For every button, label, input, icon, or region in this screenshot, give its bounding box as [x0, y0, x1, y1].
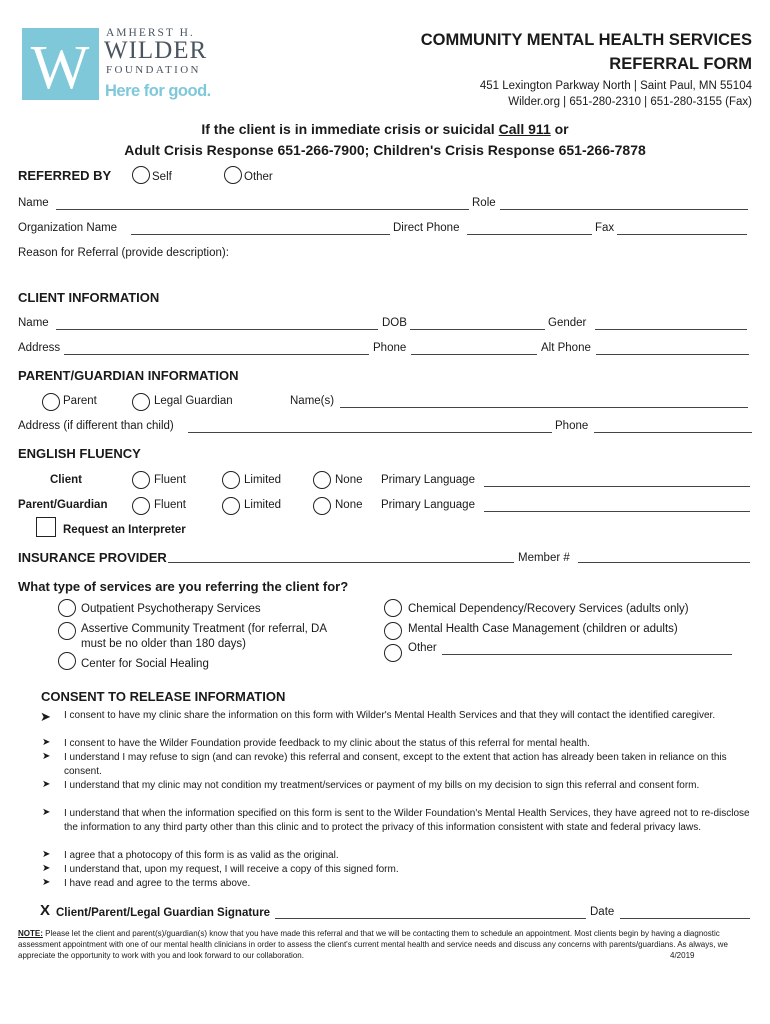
client-limited-radio[interactable] [222, 471, 240, 489]
consent-item: I have read and agree to the terms above. [64, 878, 251, 889]
footer-note [18, 928, 738, 962]
client-alt-phone-field[interactable] [596, 354, 749, 355]
client-gender-field[interactable] [595, 329, 747, 330]
outpatient-radio[interactable] [58, 599, 76, 617]
direct-phone-field[interactable] [467, 234, 592, 235]
social-healing-radio[interactable] [58, 652, 76, 670]
form-title-2: REFERRAL FORM [609, 55, 752, 73]
bullet-arrow-icon: ➤ [42, 737, 51, 748]
guardian-info-heading: PARENT/GUARDIAN INFORMATION [18, 368, 239, 383]
signature-date-label: Date [590, 906, 615, 918]
client-fluent-label: Fluent [154, 474, 186, 486]
guardian-fluent-radio[interactable] [132, 497, 150, 515]
fluency-heading: ENGLISH FLUENCY [18, 446, 141, 461]
chemical-dependency-label: Chemical Dependency/Recovery Services (adults only) [408, 603, 689, 615]
act-label-1: Assertive Community Treatment (for referral, DA [81, 623, 328, 635]
client-name-field[interactable] [56, 329, 378, 330]
crisis-text-a: If the client is in immediate crisis or suicidal [201, 121, 499, 137]
legal-guardian-radio[interactable] [132, 393, 150, 411]
guardian-primary-language-label: Primary Language [381, 499, 475, 511]
direct-phone-label: Direct Phone [393, 222, 460, 234]
services-heading: What type of services are you referring the client for? [18, 579, 349, 594]
interpreter-checkbox[interactable] [36, 517, 56, 537]
org-name-label: Organization Name [18, 222, 118, 234]
wilder-logo-mark [22, 28, 99, 100]
client-gender-label: Gender [548, 317, 587, 329]
case-management-label: Mental Health Case Management (children or adults) [408, 623, 678, 635]
consent-item: I understand that when the information specified on this form is sent to the Wilder Foundation's Mental Health Services, they have agreed not to re-disclose the information to any third party other than this clinic and to protect the privacy of this information consistent with state and federal privacy laws. [64, 808, 750, 833]
svg-text:W: W [30, 34, 90, 100]
social-healing-label: Center for Social Healing [81, 658, 209, 670]
bullet-arrow-icon: ➤ [42, 779, 51, 790]
form-version: 4/2019 [670, 951, 695, 960]
header-address: 451 Lexington Parkway North | Saint Paul, MN 55104 [479, 80, 752, 92]
other-label: Other [244, 171, 273, 183]
crisis-line-2: Adult Crisis Response 651-266-7900; Children's Crisis Response 651-266-7878 [124, 142, 646, 158]
client-none-label: None [335, 474, 363, 486]
client-address-field[interactable] [64, 354, 369, 355]
logo-wilder: WILDER [104, 37, 208, 64]
guardian-phone-label: Phone [555, 420, 589, 432]
guardian-primary-language-field[interactable] [484, 511, 750, 512]
logo-amherst: AMHERST H. [106, 27, 195, 39]
crisis-line-1 [0, 121, 770, 137]
guardian-limited-label: Limited [244, 499, 282, 511]
reason-label: Reason for Referral (provide description): [18, 247, 229, 259]
referrer-fax-label: Fax [595, 222, 615, 234]
services-other-label: Other [408, 642, 437, 654]
guardian-address-label: Address (if different than child) [18, 420, 174, 432]
referrer-name-field[interactable] [56, 209, 469, 210]
referrer-role-field[interactable] [500, 209, 748, 210]
consent-item: I understand I may refuse to sign (and can revoke) this referral and consent, except to the extent that action has already been taken in reliance on this consent. [64, 752, 727, 777]
signature-field[interactable] [275, 918, 586, 919]
referred-by-heading: REFERRED BY [18, 168, 112, 183]
parent-label: Parent [63, 395, 97, 407]
consent-item: I agree that a photocopy of this form is as valid as the original. [64, 850, 339, 861]
case-management-radio[interactable] [384, 622, 402, 640]
bullet-arrow-icon: ➤ [42, 863, 51, 874]
logo-tagline: Here for good. [105, 82, 211, 100]
crisis-text-b: or [550, 121, 569, 137]
fluency-guardian-label: Parent/Guardian [18, 499, 108, 511]
bullet-arrow-icon: ➤ [42, 807, 51, 818]
consent-item: I understand that, upon my request, I will receive a copy of this signed form. [64, 864, 399, 875]
self-radio[interactable] [132, 166, 150, 184]
client-phone-label: Phone [373, 342, 407, 354]
parent-radio[interactable] [42, 393, 60, 411]
guardian-phone-field[interactable] [594, 432, 752, 433]
signature-x-mark: X [40, 902, 51, 919]
header-contact: Wilder.org | 651-280-2310 | 651-280-3155 (Fax) [508, 96, 752, 108]
logo-foundation: FOUNDATION [106, 64, 201, 76]
guardian-none-label: None [335, 499, 363, 511]
self-label: Self [152, 171, 172, 183]
note-label: NOTE: [18, 929, 43, 938]
guardian-names-field[interactable] [340, 407, 748, 408]
consent-item: I consent to have the Wilder Foundation provide feedback to my clinic about the status of this referral for mental health. [64, 738, 590, 749]
client-primary-language-label: Primary Language [381, 474, 475, 486]
note-text: Please let the client and parent(s)/guardian(s) know that you have made this referral and that we will be contacting them to schedule an appointment. Most clients begin by having a diagnostic assessment appointment with one of our mental health clinicians in order to assess the client's current mental health and service needs and discuss any concerns with parents/guardians. As always, we appreciate the opportunity to work with you and look forward to our collaboration. [18, 929, 728, 961]
client-info-heading: CLIENT INFORMATION [18, 290, 160, 305]
act-radio[interactable] [58, 622, 76, 640]
bullet-arrow-icon: ➤ [40, 709, 51, 724]
signature-label: Client/Parent/Legal Guardian Signature [56, 907, 271, 919]
chemical-dependency-radio[interactable] [384, 599, 402, 617]
bullet-arrow-icon: ➤ [42, 849, 51, 860]
referrer-role-label: Role [472, 197, 496, 209]
signature-date-field[interactable] [620, 918, 750, 919]
client-dob-label: DOB [382, 317, 407, 329]
client-limited-label: Limited [244, 474, 282, 486]
services-other-field[interactable] [442, 654, 732, 655]
client-phone-field[interactable] [411, 354, 537, 355]
crisis-call-911: Call 911 [498, 121, 551, 137]
client-primary-language-field[interactable] [484, 486, 750, 487]
legal-guardian-label: Legal Guardian [154, 395, 233, 407]
guardian-names-label: Name(s) [290, 395, 335, 407]
form-title-1: COMMUNITY MENTAL HEALTH SERVICES [420, 31, 752, 49]
consent-item: I understand that my clinic may not condition my treatment/services or payment of my bills on my decision to sign this referral and consent form. [64, 780, 700, 791]
guardian-fluent-label: Fluent [154, 499, 186, 511]
org-name-field[interactable] [131, 234, 390, 235]
other-radio[interactable] [224, 166, 242, 184]
insurance-heading: INSURANCE PROVIDER [18, 550, 167, 565]
act-label-2: must be no older than 180 days) [81, 638, 246, 650]
bullet-arrow-icon: ➤ [42, 751, 51, 762]
member-number-field[interactable] [578, 562, 750, 563]
client-dob-field[interactable] [410, 329, 545, 330]
guardian-limited-radio[interactable] [222, 497, 240, 515]
client-alt-phone-label: Alt Phone [541, 342, 591, 354]
outpatient-label: Outpatient Psychotherapy Services [81, 603, 261, 615]
referrer-name-label: Name [18, 197, 49, 209]
services-other-radio[interactable] [384, 644, 402, 662]
bullet-arrow-icon: ➤ [42, 877, 51, 888]
client-fluent-radio[interactable] [132, 471, 150, 489]
interpreter-label: Request an Interpreter [63, 524, 186, 536]
guardian-none-radio[interactable] [313, 497, 331, 515]
fluency-client-label: Client [50, 474, 82, 486]
consent-heading: CONSENT TO RELEASE INFORMATION [41, 689, 286, 704]
client-address-label: Address [18, 342, 61, 354]
consent-item: I consent to have my clinic share the information on this form with Wilder's Mental Health Services and that they will contact the identified caregiver. [64, 710, 716, 721]
client-name-label: Name [18, 317, 49, 329]
guardian-address-field[interactable] [188, 432, 552, 433]
client-none-radio[interactable] [313, 471, 331, 489]
member-number-label: Member # [518, 552, 570, 564]
insurance-provider-field[interactable] [168, 562, 514, 563]
referrer-fax-field[interactable] [617, 234, 747, 235]
